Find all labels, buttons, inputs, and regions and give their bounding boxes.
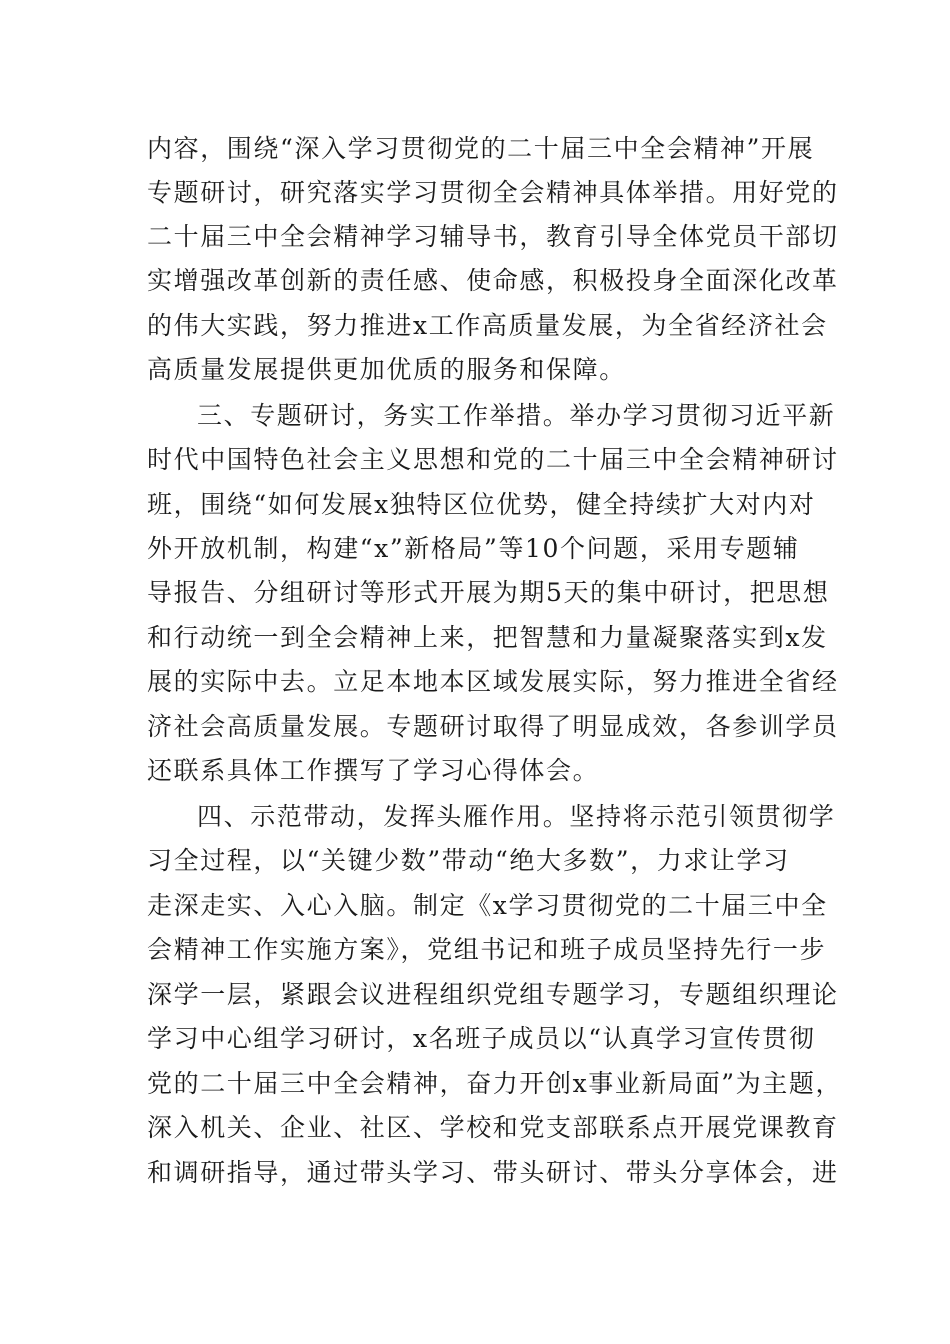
text-line: 专题研讨，研究落实学习贯彻全会精神具体举措。用好党的 [147, 178, 839, 207]
text-line: 深学一层，紧跟会议进程组织党组专题学习，专题组织理论 [147, 980, 839, 1009]
section-four-heading-line: 四、示范带动，发挥头雁作用。坚持将示范引领贯彻学 [197, 802, 836, 831]
text-line: 的伟大实践，努力推进x工作高质量发展，为全省经济社会 [147, 311, 828, 340]
text-line: 时代中国特色社会主义思想和党的二十届三中全会精神研讨 [147, 445, 839, 474]
text-line: 展的实际中去。立足本地本区域发展实际，努力推进全省经 [147, 667, 839, 696]
text-line: 和行动统一到全会精神上来，把智慧和力量凝聚落实到x发 [147, 623, 828, 652]
text-line: 济社会高质量发展。专题研讨取得了明显成效，各参训学员 [147, 712, 839, 741]
text-line: 会精神工作实施方案》，党组书记和班子成员坚持先行一步 [147, 935, 827, 964]
text-line: 习全过程，以“关键少数”带动“绝大多数”，力求让学习 [147, 846, 790, 875]
text-line: 党的二十届三中全会精神，奋力开创x事业新局面”为主题， [147, 1069, 843, 1098]
text-line: 导报告、分组研讨等形式开展为期5天的集中研讨，把思想 [147, 578, 830, 607]
section-three-heading-line: 三、专题研讨，务实工作举措。举办学习贯彻习近平新 [197, 401, 836, 430]
text-line: 班，围绕“如何发展x独特区位优势，健全持续扩大对内对 [147, 490, 816, 519]
text-line: 走深走实、入心入脑。制定《x学习贯彻党的二十届三中全 [147, 891, 828, 920]
text-line: 和调研指导，通过带头学习、带头研讨、带头分享体会，进 [147, 1158, 839, 1187]
text-line: 高质量发展提供更加优质的服务和保障。 [147, 355, 626, 384]
text-line: 还联系具体工作撰写了学习心得体会。 [147, 756, 600, 785]
text-line: 实增强改革创新的责任感、使命感，积极投身全面深化改革 [147, 266, 839, 295]
text-line: 学习中心组学习研讨，x名班子成员以“认真学习宣传贯彻 [147, 1024, 816, 1053]
text-line: 内容，围绕“深入学习贯彻党的二十届三中全会精神”开展 [147, 134, 815, 163]
text-line: 外开放机制，构建“x”新格局”等10个问题，采用专题辅 [147, 534, 800, 563]
text-line: 二十届三中全会精神学习辅导书，教育引导全体党员干部切 [147, 222, 839, 251]
text-line: 深入机关、企业、社区、学校和党支部联系点开展党课教育 [147, 1113, 839, 1142]
